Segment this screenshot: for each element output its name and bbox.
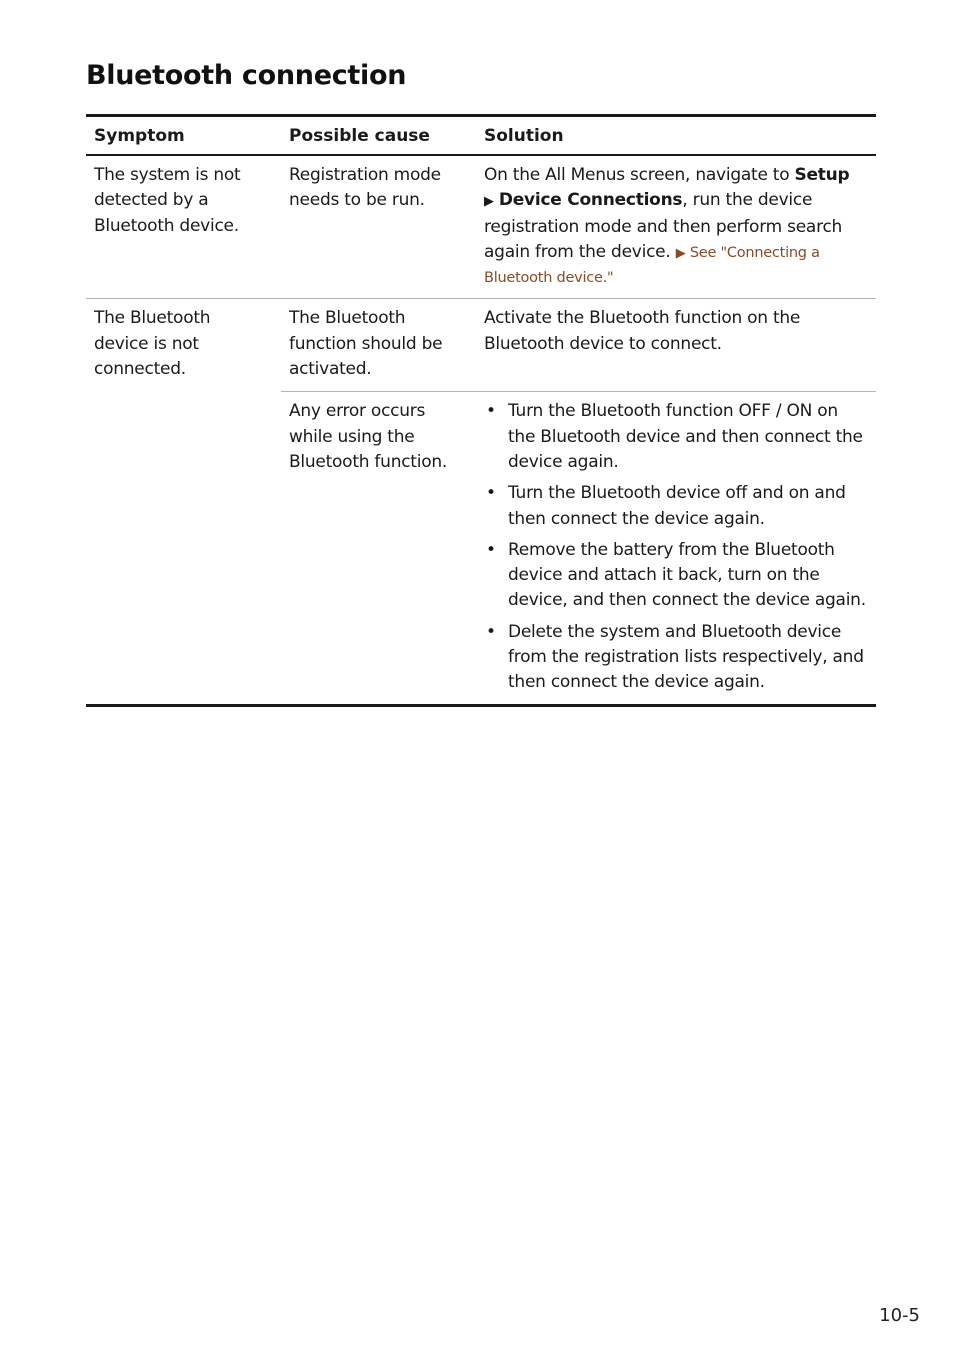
- bullet-icon: •: [486, 621, 496, 642]
- table-row: [281, 299, 876, 392]
- header-solution: Solution: [484, 125, 564, 146]
- reference-arrow-icon: ▶: [675, 245, 686, 261]
- list-item: • Remove the battery from the Bluetooth device and attach it back, turn on the device, and then connect the device again.: [486, 539, 866, 611]
- table-row: [281, 392, 876, 703]
- menu-path-arrow-icon: ▶: [484, 194, 494, 210]
- menu-setup: Setup: [794, 165, 850, 185]
- cause-cell: The Bluetooth function should be activated.: [289, 308, 443, 380]
- table-row-group: [86, 299, 876, 703]
- solution-text-prefix: On the All Menus screen, navigate to: [484, 165, 795, 185]
- solution-cell: Activate the Bluetooth function on the Bluetooth device to connect.: [484, 308, 801, 354]
- cause-cell: Any error occurs while using the Bluetooth function.: [289, 401, 448, 472]
- solution-bullet-list: [476, 399, 870, 695]
- symptom-cell: The Bluetooth device is not connected.: [94, 308, 211, 380]
- list-item: • Turn the Bluetooth device off and on and then connect the device again.: [486, 483, 846, 529]
- solution-cell: [476, 399, 876, 695]
- table-header-row: [86, 117, 876, 156]
- solution-text-suffix: , run the device registration mode and then perform search again from the device.: [484, 190, 843, 262]
- bullet-icon: •: [486, 401, 496, 422]
- page-title: Bluetooth connection: [86, 60, 407, 91]
- cause-cell: Registration mode needs to be run.: [289, 165, 441, 211]
- symptom-cell: The system is not detected by a Bluetooth device.: [94, 165, 241, 236]
- table-row: [86, 156, 876, 299]
- bullet-icon: •: [486, 539, 496, 560]
- reference-text: See "Connecting a Bluetooth device.": [484, 244, 820, 287]
- page-number: 10-5: [879, 1305, 920, 1326]
- troubleshooting-table: [86, 114, 876, 707]
- header-possible-cause: Possible cause: [289, 125, 430, 146]
- list-item: • Delete the system and Bluetooth device from the registration lists respectively, and then connect the device again.: [486, 621, 864, 693]
- bullet-icon: •: [486, 483, 496, 504]
- solution-cell: [476, 163, 876, 290]
- list-item: • Turn the Bluetooth function OFF / ON on the Bluetooth device and then connect the device again.: [486, 401, 863, 472]
- header-symptom: Symptom: [94, 125, 185, 146]
- menu-device-connections: Device Connections: [498, 190, 683, 211]
